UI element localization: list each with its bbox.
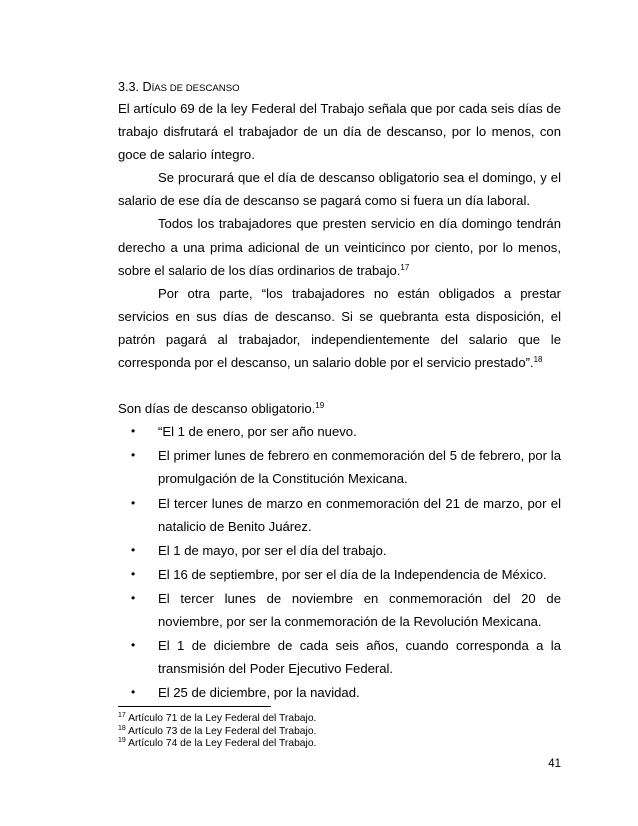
footnote-number: 19	[118, 737, 126, 745]
footnote	[118, 726, 561, 739]
bullet-icon: •	[131, 424, 136, 439]
footnote-text: Artículo 71 de la Ley Federal del Trabajo.	[128, 713, 317, 724]
page-number: 41	[548, 758, 561, 770]
footnote-text: Artículo 73 de la Ley Federal del Trabajo.	[128, 725, 317, 737]
paragraph	[118, 212, 561, 281]
list-item	[118, 587, 561, 633]
paragraph-text: El artículo 69 de la ley Federal del Trabajo señala que por cada seis días de trabajo disfrutará el trabajador de un día de descanso, por lo menos, con goce de salario íntegro.	[118, 101, 561, 163]
list-item	[118, 539, 561, 562]
list-item	[118, 634, 561, 680]
page-body	[118, 79, 561, 705]
list-title	[118, 397, 561, 420]
footnote	[118, 713, 561, 726]
list-item	[118, 492, 561, 538]
footnote-number: 17	[118, 712, 126, 719]
bullet-icon: •	[131, 685, 136, 700]
list-item	[118, 681, 561, 704]
bullet-icon: •	[131, 542, 136, 557]
list-title-text: Son días de descanso obligatorio.	[118, 401, 316, 417]
list-item	[118, 444, 561, 490]
list-item-text: El 25 de diciembre, por la navidad.	[158, 685, 360, 701]
footnote-ref: 17	[400, 262, 410, 272]
paragraph	[118, 166, 561, 212]
list-item-text: El 1 de mayo, por ser el día del trabajo.	[158, 542, 387, 558]
list-item	[118, 563, 561, 586]
list-item-text: El 1 de diciembre de cada seis años, cuando corresponda a la transmisión del Poder Ejecutivo Federal.	[158, 638, 561, 677]
list-item-text: El 16 de septiembre, por ser el día de la Independencia de México.	[158, 566, 547, 582]
bullet-icon: •	[131, 566, 136, 581]
paragraph	[118, 97, 561, 166]
footnote-ref: 18	[533, 355, 543, 365]
bullet-icon: •	[131, 638, 136, 653]
footnote-text: Artículo 74 de la Ley Federal del Trabajo.	[128, 738, 317, 750]
footnote	[118, 738, 561, 751]
holiday-list	[118, 420, 561, 704]
bullet-icon: •	[131, 448, 136, 463]
paragraph-text: Se procurará que el día de descanso obligatorio sea el domingo, y el salario de ese día de descanso se pagará como si fuera un día laboral.	[118, 170, 561, 209]
footnote-ref: 19	[315, 401, 325, 411]
list-item	[118, 420, 561, 443]
footnotes	[118, 713, 561, 751]
section-heading	[118, 79, 561, 97]
footnote-separator	[118, 706, 271, 707]
bullet-icon: •	[131, 495, 136, 510]
list-item-text: El tercer lunes de noviembre en conmemoración del 20 de noviembre, por ser la conmemoración de la Revolución Mexicana.	[158, 590, 561, 629]
paragraph	[118, 282, 561, 374]
list-item-text: El tercer lunes de marzo en conmemoración del 21 de marzo, por el natalicio de Benito Juárez.	[158, 495, 561, 534]
heading-prefix: 3.3. D	[118, 80, 152, 94]
paragraph-text: Por otra parte, “los trabajadores no están obligados a prestar servicios en sus días de descanso. Si se quebranta esta disposición, el patrón pagará al trabajador, independientemente del salario que le corresponda por el descanso, un salario doble por el servicio prestado”.	[118, 285, 561, 371]
heading-smallcaps: ÍAS DE DESCANSO	[151, 83, 240, 94]
bullet-icon: •	[131, 590, 136, 605]
list-item-text: “El 1 de enero, por ser año nuevo.	[158, 424, 357, 440]
list-item-text: El primer lunes de febrero en conmemoración del 5 de febrero, por la promulgación de la Constitución Mexicana.	[158, 448, 561, 487]
footnote-number: 18	[118, 724, 126, 732]
paragraph-text: Todos los trabajadores que presten servicio en día domingo tendrán derecho a una prima adicional de un veinticinco por ciento, por lo menos, sobre el salario de los días ordinarios de trabajo.	[118, 216, 561, 278]
